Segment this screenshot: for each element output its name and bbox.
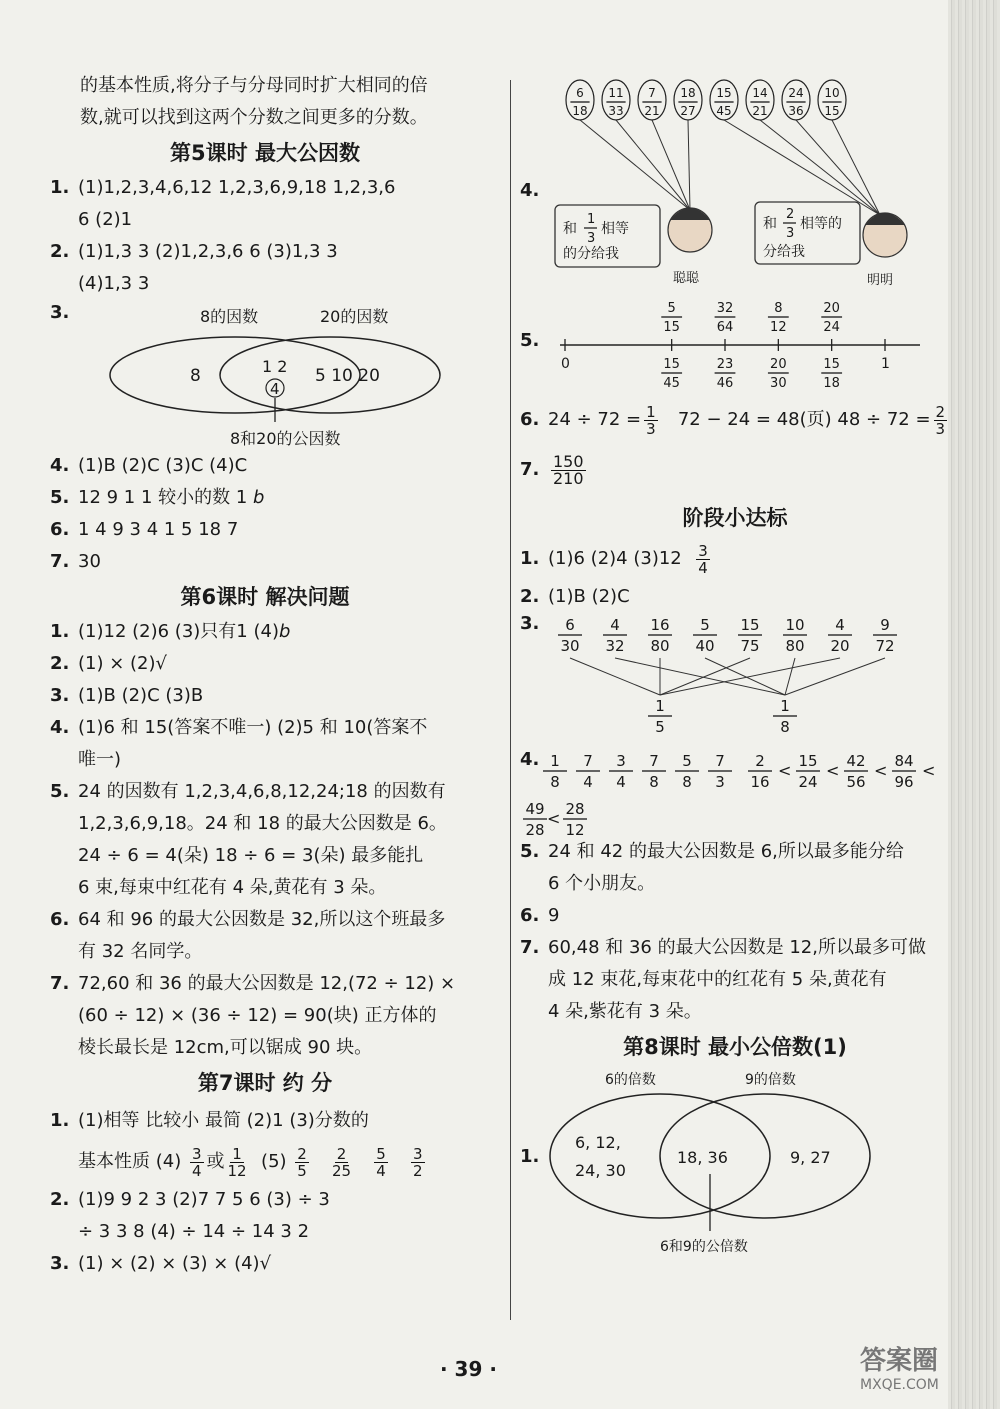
denominator: 27	[680, 104, 696, 118]
fraction	[644, 404, 658, 437]
q-num: 1.	[520, 548, 540, 569]
q-num: 1.	[50, 1110, 70, 1131]
venn-label-8: 8的因数	[200, 307, 259, 326]
q-num: 3.	[50, 1253, 70, 1274]
answer-text: 24 和 42 的最大公因数是 6,所以最多能分给	[548, 841, 904, 862]
box2-l2: 分给我	[763, 244, 805, 260]
denominator: 32	[605, 637, 625, 655]
box2-pre: 和	[763, 216, 777, 232]
numerator: 11	[608, 86, 624, 100]
match-line	[660, 658, 750, 695]
numerator: 16	[650, 616, 670, 634]
q-num: 3.	[50, 685, 70, 706]
q6-1	[50, 616, 480, 648]
numerator: 7	[648, 86, 656, 100]
q7-1-cont	[50, 1140, 480, 1184]
box2-post: 相等的	[800, 216, 842, 232]
denominator: 4	[376, 1161, 386, 1180]
part-label: (5)	[261, 1151, 287, 1172]
denominator: 4	[616, 773, 626, 791]
numerator: 49	[525, 800, 545, 818]
q6-6-l2: 有 32 名同学。	[78, 941, 203, 962]
name-ming: 明明	[867, 273, 894, 288]
denominator: 4	[191, 1161, 202, 1180]
numerator: 1	[550, 752, 560, 770]
page-edge	[948, 0, 1000, 1409]
denominator: 80	[785, 637, 805, 655]
q6-2	[50, 648, 480, 680]
denominator: 3	[935, 419, 946, 438]
q5-1-cont: 6 (2)1	[78, 209, 133, 230]
denominator: 210	[553, 468, 584, 488]
venn-only-6a: 6, 12,	[575, 1133, 621, 1152]
s7-l3: 4 朵,紫花有 3 朵。	[548, 1001, 702, 1022]
numerator: 2	[755, 752, 765, 770]
stage-title: 阶段小达标	[682, 506, 788, 530]
answer-text: (1)1,3 3 (2)1,2,3,6 6 (3)1,3 3	[78, 241, 338, 262]
less-than: <	[874, 761, 888, 780]
box1-post: 相等	[601, 221, 629, 237]
denominator: 30	[560, 637, 580, 655]
venn-common: 18, 36	[677, 1148, 728, 1167]
answer-text: (1)相等 比较小 最简 (2)1 (3)分数的	[78, 1110, 369, 1131]
q6-5-l3: 24 ÷ 6 = 4(朵) 18 ÷ 6 = 3(朵) 最多能扎	[78, 845, 424, 866]
q-num: 2.	[50, 653, 70, 674]
numerator: 14	[752, 86, 768, 100]
less-than: <	[547, 809, 561, 828]
q-num: 6.	[50, 519, 70, 540]
s5	[520, 836, 950, 868]
denominator: 12	[227, 1161, 247, 1180]
match-line	[785, 658, 885, 695]
denominator: 18	[823, 376, 840, 391]
denominator: 25	[332, 1161, 352, 1180]
q-num: 1.	[50, 621, 70, 642]
q6-4	[50, 712, 480, 744]
r-q5	[520, 295, 950, 395]
denominator: 3	[646, 419, 656, 438]
answer-text: 24 ÷ 72 =	[548, 409, 642, 430]
numerator: 7	[715, 752, 725, 770]
numerator: 8	[774, 301, 783, 316]
denominator: 12	[770, 320, 787, 335]
denominator: 4	[583, 773, 593, 791]
numerator: 1	[646, 402, 656, 421]
denominator: 46	[716, 376, 734, 391]
q6-5-l2: 1,2,3,6,9,18。24 和 18 的最大公因数是 6。	[78, 813, 447, 834]
s4	[520, 741, 950, 839]
venn-common-label: 6和9的公倍数	[660, 1239, 748, 1255]
denominator: 15	[663, 320, 680, 335]
fraction	[228, 1146, 247, 1179]
denominator: 2	[412, 1161, 423, 1180]
venn-gcf: 4	[270, 380, 280, 398]
q-num: 4.	[50, 717, 70, 738]
section-6-title: 第6课时 解决问题	[180, 585, 350, 609]
venn-only-9: 9, 27	[790, 1148, 831, 1167]
venn-common: 1 2	[262, 357, 288, 376]
denominator: 20	[830, 637, 850, 655]
answer-text: 9	[548, 905, 560, 926]
label-zero: 0	[561, 356, 570, 372]
numerator: 15	[716, 86, 732, 100]
venn-label-9: 9的倍数	[745, 1072, 796, 1088]
q7-1	[50, 1102, 480, 1140]
q-num: 5.	[50, 781, 70, 802]
denominator: 56	[846, 773, 866, 791]
q5-4	[50, 450, 480, 482]
q-num: 6.	[50, 909, 70, 930]
venn-label-6: 6的倍数	[605, 1072, 656, 1088]
answer-text: (1)B (2)C (3)B	[78, 685, 204, 706]
numerator: 1	[232, 1144, 242, 1163]
q5-2	[50, 236, 480, 268]
string-line	[688, 120, 690, 210]
denominator: 12	[565, 821, 585, 839]
q-num: 5.	[520, 841, 540, 862]
less-than: <	[778, 761, 792, 780]
match-line	[615, 658, 785, 695]
s2	[520, 581, 950, 613]
answer-text: 72 − 24 = 48(页) 48 ÷ 72 =	[677, 409, 931, 430]
numerator: 2	[297, 1144, 307, 1163]
box1-den: 3	[587, 231, 596, 246]
q5-3-venn	[50, 300, 480, 450]
watermark-title: 答案圈	[860, 1346, 939, 1376]
match-line	[785, 658, 795, 695]
denominator: 3	[715, 773, 725, 791]
s6	[520, 900, 950, 932]
q6-6	[50, 904, 480, 936]
answer-text: 60,48 和 36 的最大公因数是 12,所以最多可做	[548, 937, 926, 958]
numerator: 24	[788, 86, 804, 100]
numerator: 15	[740, 616, 760, 634]
numerator: 10	[824, 86, 840, 100]
answer-text: (1)B (2)C (3)C (4)C	[78, 455, 248, 476]
numerator: 3	[698, 541, 708, 560]
q-num: 7.	[520, 459, 540, 480]
numerator: 42	[846, 752, 866, 770]
column-divider	[510, 80, 511, 1320]
numerator: 5	[700, 616, 710, 634]
answer-text: 1 4 9 3 4 1 5 18 7	[78, 519, 239, 540]
denominator: 45	[663, 376, 680, 391]
q-num: 4.	[520, 180, 540, 201]
page-number: · 39 ·	[440, 1357, 497, 1381]
watermark-url: MXQE.COM	[860, 1377, 939, 1393]
section-5-title: 第5课时 最大公因数	[170, 141, 360, 165]
numerator: 20	[823, 301, 840, 316]
fraction	[411, 1146, 425, 1179]
numerator: 1	[780, 697, 790, 715]
s3	[520, 613, 950, 741]
q6-5-l4: 6 束,每束中红花有 4 朵,黄花有 3 朵。	[78, 877, 387, 898]
r-q7	[520, 445, 950, 495]
answer-text: (1)B (2)C	[548, 586, 630, 607]
answer-text: 24 的因数有 1,2,3,4,6,8,12,24;18 的因数有	[78, 781, 446, 802]
q5-7	[50, 546, 480, 578]
q-num: 6.	[520, 905, 540, 926]
answer-text: (1)6 和 15(答案不唯一) (2)5 和 10(答案不	[78, 717, 428, 738]
box2-den: 3	[786, 226, 795, 241]
numerator: 5	[682, 752, 692, 770]
denominator: 36	[788, 104, 804, 118]
variable-b: b	[278, 621, 291, 642]
answer-text: 12 9 1 1 较小的数 1	[78, 487, 254, 508]
fraction	[551, 451, 586, 488]
s7	[520, 932, 950, 964]
q5-1	[50, 172, 480, 204]
balloon-matching	[545, 70, 955, 295]
box1-num: 1	[587, 212, 596, 227]
numerator: 6	[565, 616, 575, 634]
q5-2-cont: (4)1,3 3	[78, 273, 150, 294]
q7-2-cont: ÷ 3 3 8 (4) ÷ 14 ÷ 14 3 2	[78, 1221, 310, 1242]
denominator: 18	[572, 104, 588, 118]
fraction-matching	[545, 613, 945, 741]
venn-diagram-multiples	[545, 1066, 945, 1256]
denominator: 33	[608, 104, 624, 118]
denominator: 5	[655, 718, 665, 736]
numerator: 15	[823, 357, 840, 372]
q6-7	[50, 968, 480, 1000]
q-num: 3.	[520, 613, 540, 634]
less-than: <	[922, 761, 936, 780]
numerator: 6	[576, 86, 584, 100]
answer-text: (1) × (2)√	[78, 653, 167, 674]
s5-l2: 6 个小朋友。	[548, 873, 656, 894]
answer-text: (1)6 (2)4 (3)12	[548, 548, 682, 569]
r-q6	[520, 395, 950, 445]
watermark-logo	[860, 1340, 990, 1400]
fraction	[190, 1146, 204, 1179]
denominator: 80	[650, 637, 670, 655]
denominator: 5	[297, 1161, 307, 1180]
answer-text: (1)9 9 2 3 (2)7 7 5 6 (3) ÷ 3	[78, 1189, 330, 1210]
match-line	[570, 658, 660, 695]
numerator: 4	[610, 616, 620, 634]
numerator: 32	[716, 301, 734, 316]
section-8-title: 第8课时 最小公倍数(1)	[623, 1035, 847, 1059]
q-num: 7.	[520, 937, 540, 958]
numerator: 2	[935, 402, 946, 421]
venn-only-8: 8	[190, 366, 201, 386]
denominator: 8	[682, 773, 692, 791]
answer-text: (1) × (2) × (3) × (4)√	[78, 1253, 272, 1274]
answer-text: 30	[78, 551, 101, 572]
name-cong: 聪聪	[673, 271, 700, 286]
numerator: 15	[798, 752, 818, 770]
or-text: 或	[206, 1151, 225, 1172]
denominator: 21	[752, 104, 768, 118]
q-num: 5.	[50, 487, 70, 508]
fraction	[374, 1146, 388, 1179]
denominator: 16	[750, 773, 770, 791]
label-one: 1	[881, 356, 890, 372]
string-line	[652, 120, 690, 210]
denominator: 30	[770, 376, 787, 391]
denominator: 8	[550, 773, 560, 791]
numerator: 84	[894, 752, 914, 770]
hair-icon	[865, 213, 905, 225]
s1	[520, 537, 950, 581]
denominator: 28	[525, 821, 545, 839]
denominator: 24	[798, 773, 818, 791]
q-num: 1.	[520, 1146, 540, 1167]
box1-pre: 和	[563, 221, 577, 237]
variable-b: b	[253, 487, 265, 508]
string-line	[724, 120, 880, 215]
hair-icon	[670, 208, 710, 220]
q-num: 3.	[50, 302, 70, 323]
q-num: 2.	[520, 586, 540, 607]
fraction	[934, 404, 948, 437]
numerator: 5	[667, 301, 676, 316]
q6-7-l3: 棱长最长是 12cm,可以锯成 90 块。	[78, 1037, 373, 1058]
box2-num: 2	[786, 207, 795, 222]
q-num: 2.	[50, 1189, 70, 1210]
q-num: 7.	[50, 551, 70, 572]
denominator: 8	[780, 718, 790, 736]
numerator: 3	[616, 752, 626, 770]
less-than: <	[826, 761, 840, 780]
string-line	[796, 120, 880, 215]
q-num: 7.	[50, 973, 70, 994]
venn-diagram-factors	[80, 300, 480, 450]
q6-3	[50, 680, 480, 712]
q5-5	[50, 482, 480, 514]
q-num: 4.	[50, 455, 70, 476]
venn-only-20: 5 10 20	[315, 366, 380, 386]
denominator: 96	[894, 773, 914, 791]
q5-6	[50, 514, 480, 546]
numerator: 7	[649, 752, 659, 770]
string-line	[616, 120, 690, 210]
s7-l2: 成 12 束花,每束花中的红花有 5 朵,黄花有	[548, 969, 887, 990]
q6-5	[50, 776, 480, 808]
q6-4-cont: 唯一)	[78, 749, 122, 770]
r-q4	[520, 70, 950, 295]
number-line	[545, 295, 945, 395]
denominator: 4	[698, 558, 708, 577]
intro-line-1: 的基本性质,将分子与分母同时扩大相同的倍	[80, 75, 428, 96]
left-column	[50, 70, 480, 1280]
string-line	[580, 120, 690, 210]
numerator: 23	[716, 357, 734, 372]
match-line	[705, 658, 785, 695]
denominator: 21	[644, 104, 660, 118]
numerator: 3	[191, 1144, 202, 1163]
numerator: 2	[336, 1144, 347, 1163]
numerator: 28	[565, 800, 585, 818]
numerator: 20	[770, 357, 787, 372]
venn-label-20: 20的因数	[320, 307, 389, 326]
denominator: 15	[824, 104, 840, 118]
q-num: 1.	[50, 177, 70, 198]
q6-7-l2: (60 ÷ 12) × (36 ÷ 12) = 90(块) 正方体的	[78, 1005, 437, 1026]
section-7-title: 第7课时 约 分	[197, 1071, 333, 1095]
answer-text: (1)1,2,3,4,6,12 1,2,3,6,9,18 1,2,3,6	[78, 177, 396, 198]
q-num: 4.	[520, 749, 540, 770]
intro-line-2: 数,就可以找到这两个分数之间更多的分数。	[80, 107, 428, 128]
denominator: 45	[716, 104, 732, 118]
denominator: 75	[740, 637, 760, 655]
denominator: 24	[823, 320, 840, 335]
q7-2	[50, 1184, 480, 1216]
q8-1	[520, 1066, 950, 1256]
numerator: 15	[663, 357, 680, 372]
box1-l2: 的分给我	[563, 246, 619, 262]
denominator: 72	[875, 637, 895, 655]
q-num: 2.	[50, 241, 70, 262]
answer-text: 72,60 和 36 的最大公因数是 12,(72 ÷ 12) ×	[78, 973, 456, 994]
fraction	[295, 1146, 309, 1179]
numerator: 5	[376, 1144, 386, 1163]
numerator: 9	[880, 616, 890, 634]
numerator: 4	[835, 616, 845, 634]
numerator: 10	[785, 616, 805, 634]
numerator: 3	[412, 1144, 423, 1163]
numerator: 1	[655, 697, 665, 715]
match-line	[660, 658, 840, 695]
numerator: 7	[583, 752, 593, 770]
denominator: 8	[649, 773, 659, 791]
venn-common-label: 8和20的公因数	[230, 429, 341, 448]
fraction	[332, 1146, 351, 1179]
q-num: 6.	[520, 409, 540, 430]
denominator: 40	[695, 637, 715, 655]
q7-3	[50, 1248, 480, 1280]
answer-text: 基本性质 (4)	[78, 1151, 182, 1172]
denominator: 64	[716, 320, 734, 335]
answer-text: (1)12 (2)6 (3)只有1 (4)	[78, 621, 279, 642]
numerator: 18	[680, 86, 696, 100]
answer-text: 64 和 96 的最大公因数是 32,所以这个班最多	[78, 909, 446, 930]
venn-only-6b: 24, 30	[575, 1161, 626, 1180]
fraction	[696, 543, 710, 576]
fraction-ordering	[525, 741, 955, 839]
string-line	[760, 120, 880, 215]
numerator: 150	[553, 451, 584, 471]
right-column	[520, 70, 950, 1256]
q-num: 5.	[520, 330, 540, 351]
